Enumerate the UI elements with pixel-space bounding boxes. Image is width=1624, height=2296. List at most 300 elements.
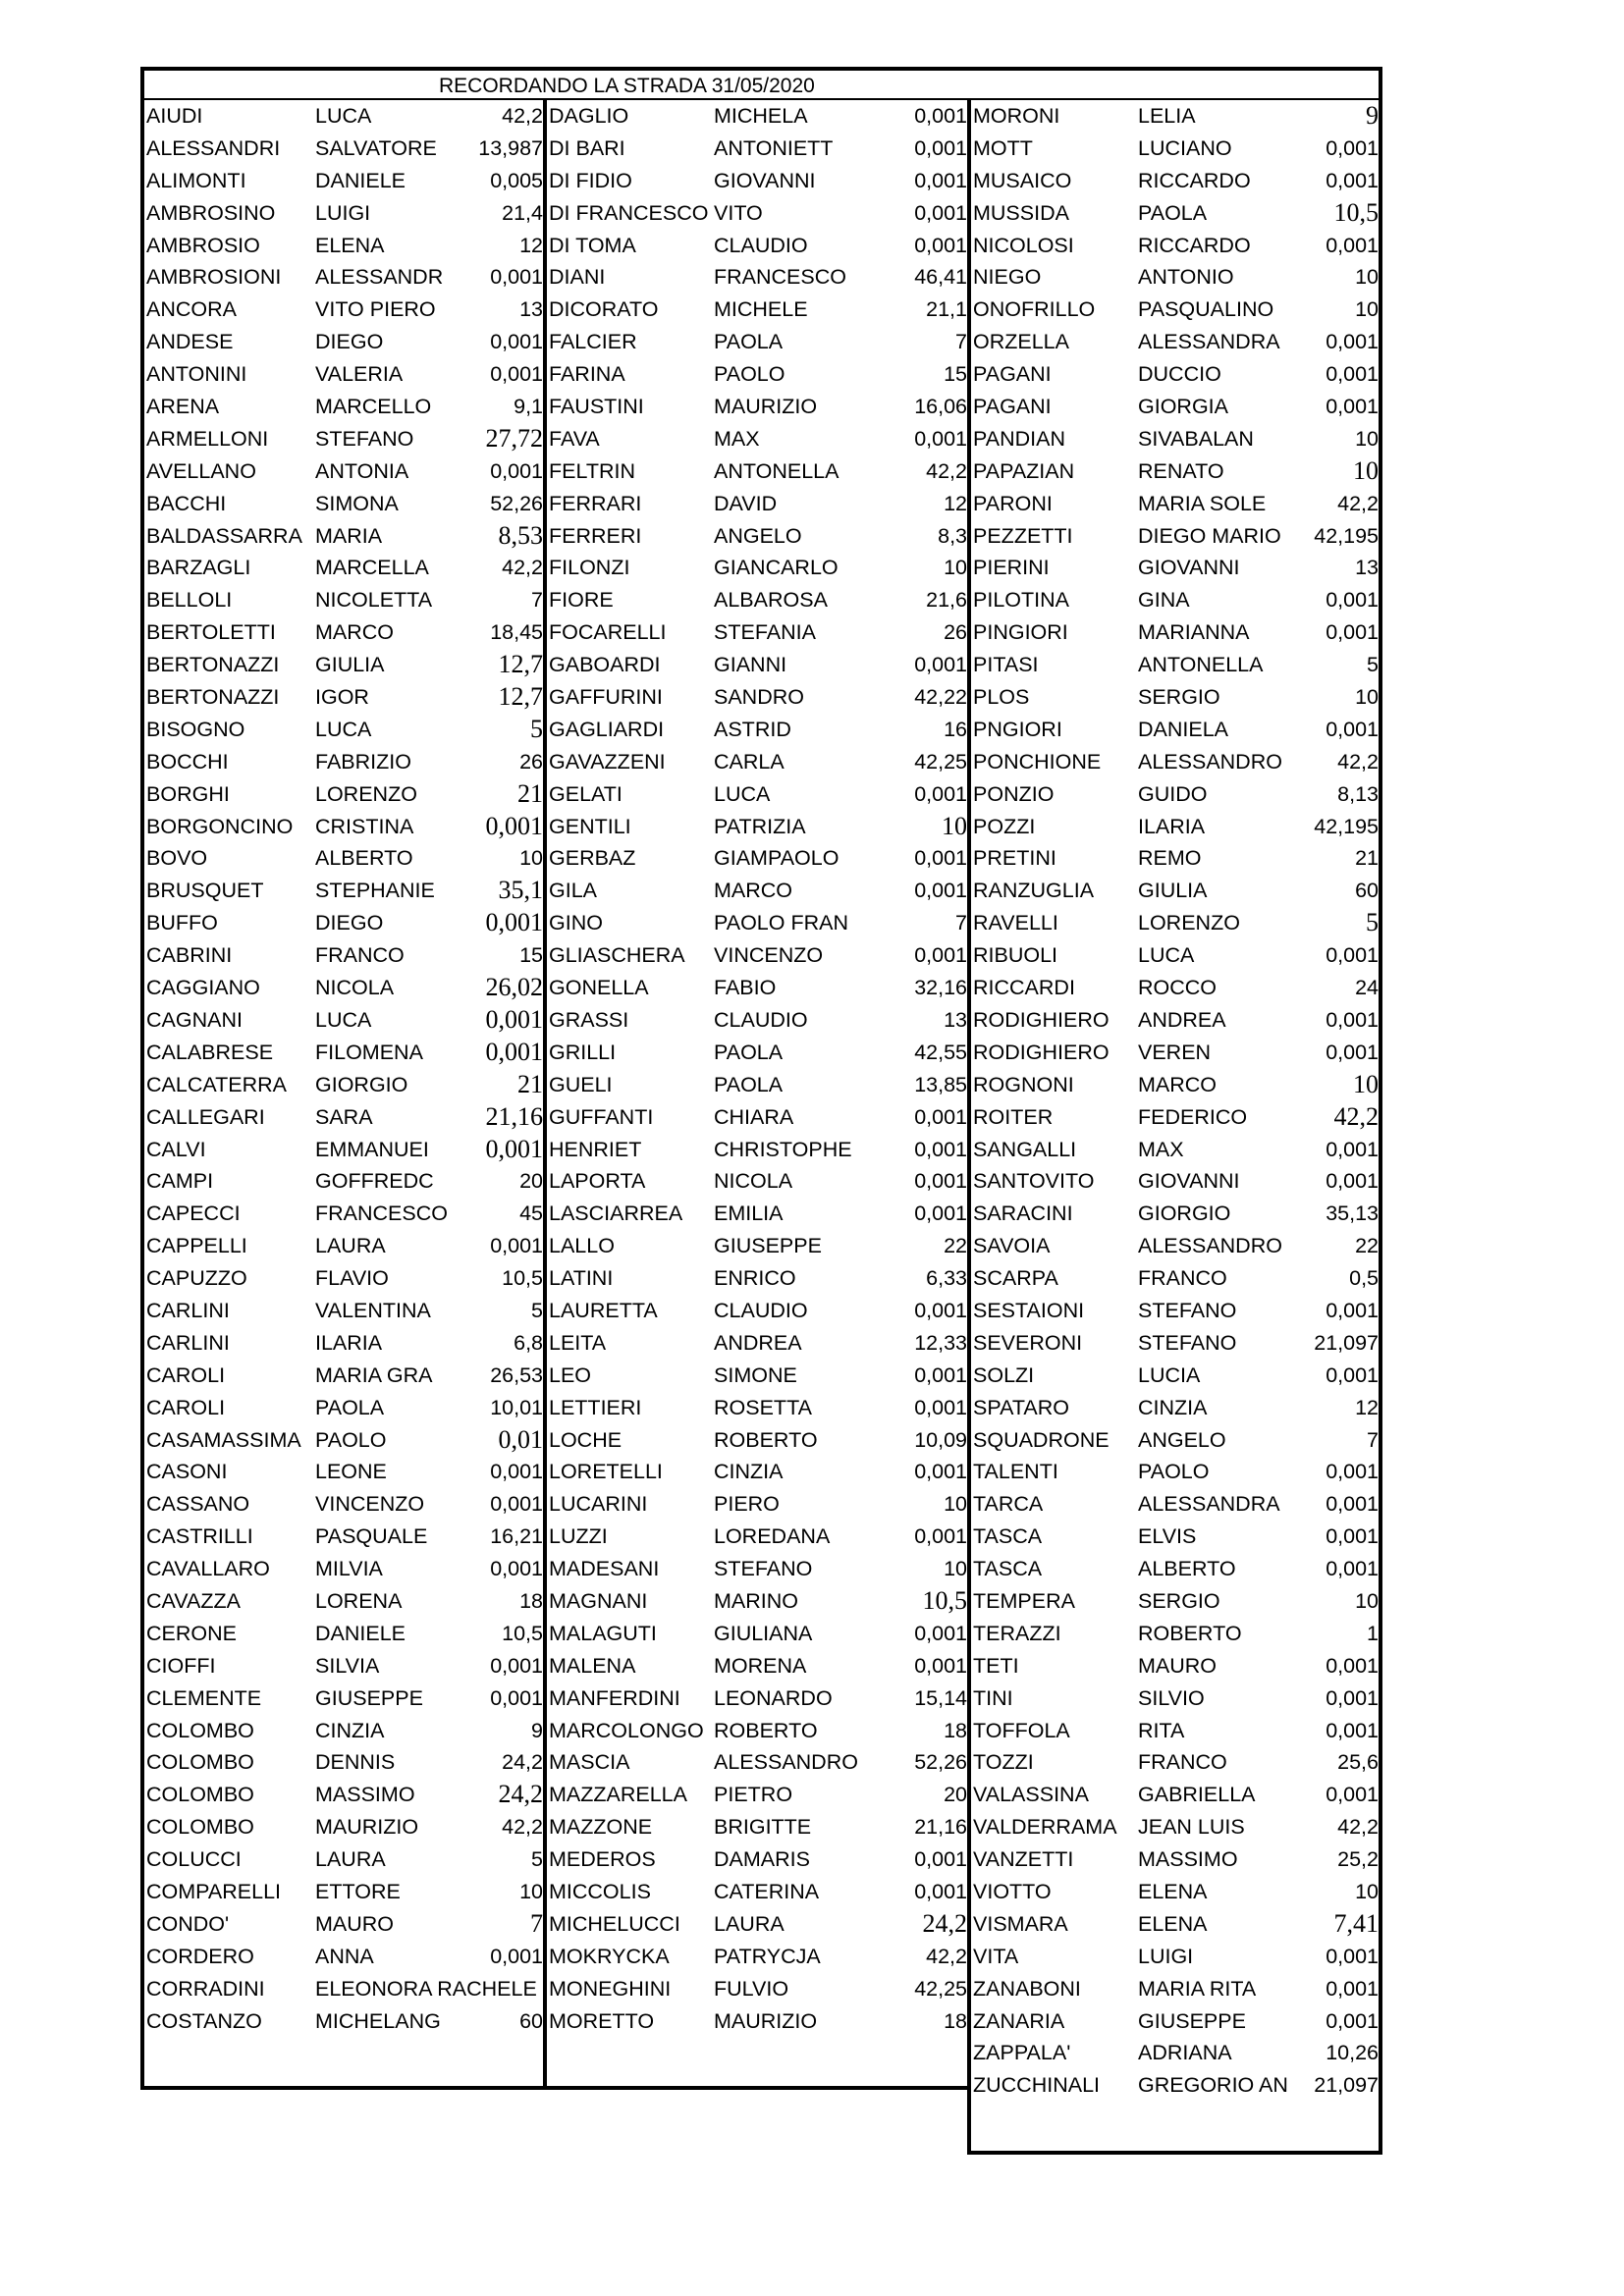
table-row: [547, 326, 971, 358]
first-name-cell: ANTONIA: [315, 458, 409, 483]
first-name-cell: PAOLO FRAN: [714, 911, 848, 935]
table-row: [144, 681, 547, 714]
surname-cell: VITA: [973, 1944, 1019, 1968]
distance-cell: 26: [944, 620, 967, 645]
first-name-cell: FEDERICO: [1138, 1104, 1248, 1129]
first-name-cell: MARCELLO: [315, 395, 432, 419]
distance-cell: 8,3: [938, 523, 967, 548]
surname-cell: LORETELLI: [549, 1460, 663, 1484]
distance-cell: 26,53: [490, 1362, 543, 1387]
first-name-cell: CHRISTOPHE: [714, 1137, 852, 1161]
first-name-cell: ADRIANA: [1138, 2041, 1232, 2065]
table-row: [971, 1618, 1379, 1650]
first-name-cell: CARLA: [714, 749, 785, 774]
distance-cell: 0,001: [490, 458, 543, 483]
table-row: [971, 1392, 1379, 1424]
first-name-cell: DANIELA: [1138, 717, 1229, 741]
table-row: [547, 1456, 971, 1488]
table-row: [547, 1779, 971, 1811]
first-name-cell: CRISTINA: [315, 814, 414, 838]
surname-cell: CAPUZZO: [146, 1266, 247, 1291]
first-name-cell: MARCO: [1138, 1072, 1218, 1096]
distance-cell: 0,001: [914, 1460, 967, 1484]
table-row: [144, 1037, 547, 1069]
first-name-cell: MAURIZIO: [315, 1815, 419, 1840]
first-name-cell: ALESSANDRA: [1138, 1492, 1280, 1517]
first-name-cell: ANTONIO: [1138, 265, 1234, 290]
distance-cell: 42,2: [1337, 1815, 1379, 1840]
first-name-cell: LAURA: [714, 1911, 785, 1936]
first-name-cell: ELENA: [1138, 1911, 1208, 1936]
table-row: [144, 197, 547, 230]
distance-cell: 0,001: [914, 200, 967, 225]
surname-cell: TARCA: [973, 1492, 1044, 1517]
table-row: [547, 358, 971, 391]
table-row: [971, 326, 1379, 358]
surname-cell: ONOFRILLO: [973, 297, 1096, 322]
table-row: [144, 939, 547, 972]
first-name-cell: STEPHANIE: [315, 879, 435, 903]
surname-cell: NICOLOSI: [973, 233, 1074, 257]
first-name-cell: CATERINA: [714, 1879, 820, 1903]
table-row: [971, 1295, 1379, 1327]
distance-cell: 13,85: [914, 1072, 967, 1096]
first-name-cell: ANTONELLA: [1138, 653, 1264, 677]
surname-cell: FAUSTINI: [549, 395, 644, 419]
distance-cell: 10,5: [502, 1621, 543, 1645]
surname-cell: PRETINI: [973, 846, 1056, 871]
first-name-cell: LORENA: [315, 1588, 403, 1613]
first-name-cell: ANTONIETT: [714, 135, 834, 160]
surname-cell: CIOFFI: [146, 1653, 216, 1678]
first-name-cell: VALERIA: [315, 362, 404, 387]
surname-cell: MICHELUCCI: [549, 1911, 680, 1936]
distance-cell: 24,2: [922, 1908, 967, 1938]
table-row: [144, 1456, 547, 1488]
table-row: [144, 1165, 547, 1198]
table-row: [547, 1585, 971, 1618]
first-name-cell: LUCA: [315, 717, 372, 741]
table-row: [971, 1908, 1379, 1941]
distance-cell: 42,2: [926, 1944, 967, 1968]
first-name-cell: GIANCARLO: [714, 556, 839, 580]
table-row: [547, 746, 971, 778]
table-row: [144, 842, 547, 875]
surname-cell: BORGHI: [146, 781, 230, 806]
surname-cell: COSTANZO: [146, 2008, 262, 2033]
distance-cell: 42,195: [1314, 814, 1379, 838]
table-row: [144, 1424, 547, 1457]
surname-cell: CAGNANI: [146, 1007, 243, 1032]
first-name-cell: SIVABALAN: [1138, 426, 1254, 451]
table-row: [547, 1746, 971, 1779]
table-row: [547, 1424, 971, 1457]
distance-cell: 0,001: [1326, 588, 1379, 613]
distance-cell: 0,001: [914, 233, 967, 257]
distance-cell: 16,21: [490, 1524, 543, 1549]
distance-cell: 20: [944, 1783, 967, 1807]
first-name-cell: ALESSANDR: [315, 265, 444, 290]
table-row: [144, 1360, 547, 1392]
first-name-cell: PAOLO: [714, 362, 785, 387]
table-row: [144, 294, 547, 326]
first-name-cell: GIUSEPPE: [714, 1234, 822, 1258]
surname-cell: LOCHE: [549, 1427, 623, 1452]
first-name-cell: GIUSEPPE: [315, 1685, 423, 1710]
surname-cell: TASCA: [973, 1557, 1043, 1581]
distance-cell: 35,1: [498, 876, 543, 905]
first-name-cell: FILOMENA: [315, 1040, 423, 1064]
distance-cell: 42,55: [914, 1040, 967, 1064]
surname-cell: BUFFO: [146, 911, 218, 935]
distance-cell: 0,001: [1326, 1362, 1379, 1387]
distance-cell: 0,001: [1326, 943, 1379, 968]
surname-cell: GENTILI: [549, 814, 631, 838]
surname-cell: AIUDI: [146, 104, 203, 128]
surname-cell: COLOMBO: [146, 1718, 254, 1742]
table-row: [971, 1876, 1379, 1908]
surname-cell: MORETTO: [549, 2008, 655, 2033]
first-name-cell: ELENA: [315, 233, 385, 257]
first-name-cell: SIMONE: [714, 1362, 797, 1387]
table-row: [547, 1392, 971, 1424]
first-name-cell: ANDREA: [1138, 1007, 1226, 1032]
table-row: [547, 1715, 971, 1747]
surname-cell: SARACINI: [973, 1201, 1073, 1226]
surname-cell: RICCARDI: [973, 976, 1075, 1000]
table-row: [971, 552, 1379, 584]
table-row: [144, 714, 547, 746]
distance-cell: 42,25: [914, 1976, 967, 2001]
first-name-cell: RENATO: [1138, 458, 1224, 483]
surname-cell: COLOMBO: [146, 1783, 254, 1807]
distance-cell: 21,4: [502, 200, 543, 225]
surname-cell: ALIMONTI: [146, 168, 246, 192]
surname-cell: MOTT: [973, 135, 1033, 160]
table-row: [971, 1746, 1379, 1779]
surname-cell: COMPARELLI: [146, 1879, 281, 1903]
table-row: [144, 1392, 547, 1424]
table-row: [547, 1650, 971, 1682]
table-row: [971, 358, 1379, 391]
table-row: [971, 842, 1379, 875]
distance-cell: 7: [530, 1908, 543, 1938]
table-row: [971, 261, 1379, 294]
first-name-cell: GIULIA: [315, 653, 385, 677]
first-name-cell: PAOLA: [714, 330, 784, 354]
surname-cell: CARLINI: [146, 1298, 230, 1322]
first-name-cell: ASTRID: [714, 717, 791, 741]
distance-cell: 0,001: [1326, 1040, 1379, 1064]
first-name-cell: LAURA: [315, 1847, 386, 1872]
distance-cell: 5: [1366, 908, 1379, 937]
distance-cell: 21: [1355, 846, 1379, 871]
distance-cell: 0,001: [1326, 135, 1379, 160]
distance-cell: 0,001: [1326, 620, 1379, 645]
distance-cell: 5: [530, 714, 543, 743]
distance-cell: 0,005: [490, 168, 543, 192]
distance-cell: 10,5: [502, 1266, 543, 1291]
surname-cell: SAVOIA: [973, 1234, 1051, 1258]
distance-cell: 18,45: [490, 620, 543, 645]
first-name-cell: PATRIZIA: [714, 814, 806, 838]
surname-cell: PINGIORI: [973, 620, 1068, 645]
surname-cell: DICORATO: [549, 297, 659, 322]
first-name-cell: ALBERTO: [315, 846, 413, 871]
distance-cell: 18: [944, 2008, 967, 2033]
title-bar: [140, 67, 1382, 100]
distance-cell: 0,001: [1326, 233, 1379, 257]
surname-cell: COLUCCI: [146, 1847, 242, 1872]
first-name-cell: FULVIO: [714, 1976, 789, 2001]
column-2: [543, 100, 971, 2090]
distance-cell: 0,001: [1326, 1137, 1379, 1161]
surname-cell: MAZZONE: [549, 1815, 653, 1840]
first-name-cell: GIOVANNI: [1138, 556, 1240, 580]
table-row: [971, 1069, 1379, 1101]
table-row: [144, 1198, 547, 1230]
surname-cell: CABRINI: [146, 943, 233, 968]
first-name-cell: DIEGO: [315, 330, 384, 354]
surname-cell: LEO: [549, 1362, 592, 1387]
first-name-cell: LUIGI: [315, 200, 371, 225]
surname-cell: MALAGUTI: [549, 1621, 657, 1645]
table-row: [971, 133, 1379, 165]
surname-cell: PONZIO: [973, 781, 1055, 806]
table-row: [971, 1941, 1379, 1973]
distance-cell: 12: [944, 491, 967, 515]
surname-cell: GABOARDI: [549, 653, 661, 677]
first-name-cell: RICCARDO: [1138, 168, 1251, 192]
first-name-cell: MORENA: [714, 1653, 807, 1678]
table-row: [971, 1650, 1379, 1682]
first-name-cell: SILVIO: [1138, 1685, 1205, 1710]
table-row: [971, 714, 1379, 746]
surname-cell: RANZUGLIA: [973, 879, 1095, 903]
table-row: [971, 778, 1379, 811]
distance-cell: 24,2: [498, 1780, 543, 1809]
distance-cell: 5: [1367, 653, 1379, 677]
distance-cell: 0,001: [1326, 1492, 1379, 1517]
first-name-cell: GIULIA: [1138, 879, 1208, 903]
distance-cell: 7: [955, 330, 967, 354]
first-name-cell: DAVID: [714, 491, 778, 515]
first-name-cell: MARCO: [315, 620, 395, 645]
surname-cell: CAROLI: [146, 1395, 226, 1419]
surname-cell: SCARPA: [973, 1266, 1058, 1291]
surname-cell: TERAZZI: [973, 1621, 1061, 1645]
surname-cell: MALENA: [549, 1653, 636, 1678]
surname-cell: BERTONAZZI: [146, 685, 280, 710]
first-name-cell: DIEGO: [315, 911, 384, 935]
surname-cell: RAVELLI: [973, 911, 1058, 935]
table-row: [144, 133, 547, 165]
surname-cell: BORGONCINO: [146, 814, 294, 838]
first-name-cell: SARA: [315, 1104, 373, 1129]
first-name-cell: LUCA: [315, 104, 372, 128]
distance-cell: 46,41: [914, 265, 967, 290]
table-row: [971, 1973, 1379, 2005]
surname-cell: PAGANI: [973, 395, 1052, 419]
table-row: [971, 1779, 1379, 1811]
surname-cell: RODIGHIERO: [973, 1040, 1110, 1064]
surname-cell: SQUADRONE: [973, 1427, 1110, 1452]
distance-cell: 10,26: [1326, 2041, 1379, 2065]
table-row: [547, 1973, 971, 2005]
surname-cell: GUFFANTI: [549, 1104, 654, 1129]
table-row: [144, 2005, 547, 2038]
table-row: [971, 746, 1379, 778]
surname-cell: ROITER: [973, 1104, 1054, 1129]
distance-cell: 10,01: [490, 1395, 543, 1419]
distance-cell: 18: [519, 1588, 543, 1613]
distance-cell: 0,001: [490, 265, 543, 290]
first-name-cell: GOFFREDC: [315, 1169, 434, 1194]
distance-cell: 5: [531, 1298, 543, 1322]
first-name-cell: ILARIA: [1138, 814, 1206, 838]
distance-cell: 0,001: [1326, 1653, 1379, 1678]
distance-cell: 15: [519, 943, 543, 968]
first-name-cell: LUIGI: [1138, 1944, 1194, 1968]
surname-cell: ARENA: [146, 395, 220, 419]
surname-cell: LALLO: [549, 1234, 615, 1258]
distance-cell: 0,001: [914, 135, 967, 160]
table-row: [971, 100, 1379, 133]
table-row: [144, 1488, 547, 1521]
distance-cell: 24: [1355, 976, 1379, 1000]
surname-cell: SOLZI: [973, 1362, 1035, 1387]
table-row: [547, 261, 971, 294]
surname-cell: FELTRIN: [549, 458, 635, 483]
surname-cell: GUELI: [549, 1072, 613, 1096]
table-row: [547, 1134, 971, 1166]
distance-cell: 0,001: [914, 1104, 967, 1129]
table-row: [971, 1811, 1379, 1843]
table-row: [144, 1650, 547, 1682]
distance-cell: 16,06: [914, 395, 967, 419]
first-name-cell: LUCA: [1138, 943, 1195, 968]
table-row: [144, 972, 547, 1004]
distance-cell: 9,1: [514, 395, 543, 419]
first-name-cell: GIANNI: [714, 653, 787, 677]
distance-cell: 0,001: [490, 1557, 543, 1581]
distance-cell: 0,001: [914, 1169, 967, 1194]
surname-cell: TALENTI: [973, 1460, 1058, 1484]
table-row: [547, 294, 971, 326]
first-name-cell: ROSETTA: [714, 1395, 812, 1419]
distance-cell: 52,26: [914, 1750, 967, 1775]
table-row: [144, 649, 547, 681]
table-row: [547, 1262, 971, 1295]
surname-cell: LEITA: [549, 1330, 607, 1355]
surname-cell: CONDO': [146, 1911, 230, 1936]
first-name-cell: LORENZO: [315, 781, 417, 806]
distance-cell: 0,001: [485, 1134, 543, 1163]
first-name-cell: LUCA: [714, 781, 771, 806]
distance-cell: 10: [944, 1492, 967, 1517]
table-row: [547, 1521, 971, 1553]
first-name-cell: CLAUDIO: [714, 1007, 808, 1032]
surname-cell: CAMPI: [146, 1169, 214, 1194]
surname-cell: SPATARO: [973, 1395, 1069, 1419]
table-row: [144, 1295, 547, 1327]
surname-cell: TOFFOLA: [973, 1718, 1070, 1742]
first-name-cell: PAOLA: [714, 1072, 784, 1096]
surname-cell: CARLINI: [146, 1330, 230, 1355]
first-name-cell: CINZIA: [1138, 1395, 1208, 1419]
distance-cell: 10: [1355, 426, 1379, 451]
distance-cell: 18: [944, 1718, 967, 1742]
table-row: [547, 1327, 971, 1360]
distance-cell: 0,001: [490, 1234, 543, 1258]
first-name-cell: FRANCESCO: [714, 265, 846, 290]
first-name-cell: PAOLA: [315, 1395, 385, 1419]
first-name-cell: GIORGIA: [1138, 395, 1228, 419]
table-row: [144, 1327, 547, 1360]
surname-cell: DI TOMA: [549, 233, 636, 257]
distance-cell: 8,53: [498, 520, 543, 550]
first-name-cell: LAURA: [315, 1234, 386, 1258]
first-name-cell: DAMARIS: [714, 1847, 810, 1872]
distance-cell: 12: [519, 233, 543, 257]
surname-cell: GERBAZ: [549, 846, 636, 871]
first-name-cell: SIMONA: [315, 491, 399, 515]
first-name-cell: LUCIA: [1138, 1362, 1201, 1387]
table-row: [547, 939, 971, 972]
distance-cell: 0,001: [485, 908, 543, 937]
distance-cell: 0,001: [1326, 1718, 1379, 1742]
first-name-cell: EMMANUEI: [315, 1137, 429, 1161]
surname-cell: AVELLANO: [146, 458, 256, 483]
first-name-cell: FLAVIO: [315, 1266, 389, 1291]
distance-cell: 0,001: [914, 426, 967, 451]
first-name-cell: LEONARDO: [714, 1685, 833, 1710]
first-name-cell: PATRYCJA: [714, 1944, 821, 1968]
surname-cell: AMBROSINO: [146, 200, 276, 225]
table-row: [971, 1843, 1379, 1876]
first-name-cell: ALBERTO: [1138, 1557, 1236, 1581]
surname-cell: LATINI: [549, 1266, 614, 1291]
table-row: [971, 294, 1379, 326]
first-name-cell: FRANCO: [315, 943, 405, 968]
first-name-cell: GIULIANA: [714, 1621, 813, 1645]
first-name-cell: MARIA GRA: [315, 1362, 433, 1387]
first-name-cell: BRIGITTE: [714, 1815, 812, 1840]
table-row: [144, 1101, 547, 1134]
first-name-cell: VITO: [714, 200, 763, 225]
distance-cell: 42,2: [1337, 749, 1379, 774]
distance-cell: 0,001: [914, 1137, 967, 1161]
surname-cell: SANTOVITO: [973, 1169, 1095, 1194]
distance-cell: 0,01: [498, 1424, 543, 1454]
table-row: [547, 2005, 971, 2038]
surname-cell: BOCCHI: [146, 749, 229, 774]
distance-cell: 0,001: [1326, 362, 1379, 387]
distance-cell: 7: [955, 911, 967, 935]
distance-cell: 0,001: [490, 1492, 543, 1517]
first-name-cell: CINZIA: [714, 1460, 784, 1484]
first-name-cell: DIEGO MARIO: [1138, 523, 1281, 548]
distance-cell: 60: [519, 2008, 543, 2033]
distance-cell: 0,001: [1326, 1557, 1379, 1581]
table-row: [971, 1585, 1379, 1618]
first-name-cell: PAOLO: [315, 1427, 387, 1452]
distance-cell: 21,16: [485, 1101, 543, 1131]
first-name-cell: DENNIS: [315, 1750, 396, 1775]
distance-cell: 7: [1367, 1427, 1379, 1452]
table-row: [547, 1553, 971, 1585]
table-row: [547, 778, 971, 811]
